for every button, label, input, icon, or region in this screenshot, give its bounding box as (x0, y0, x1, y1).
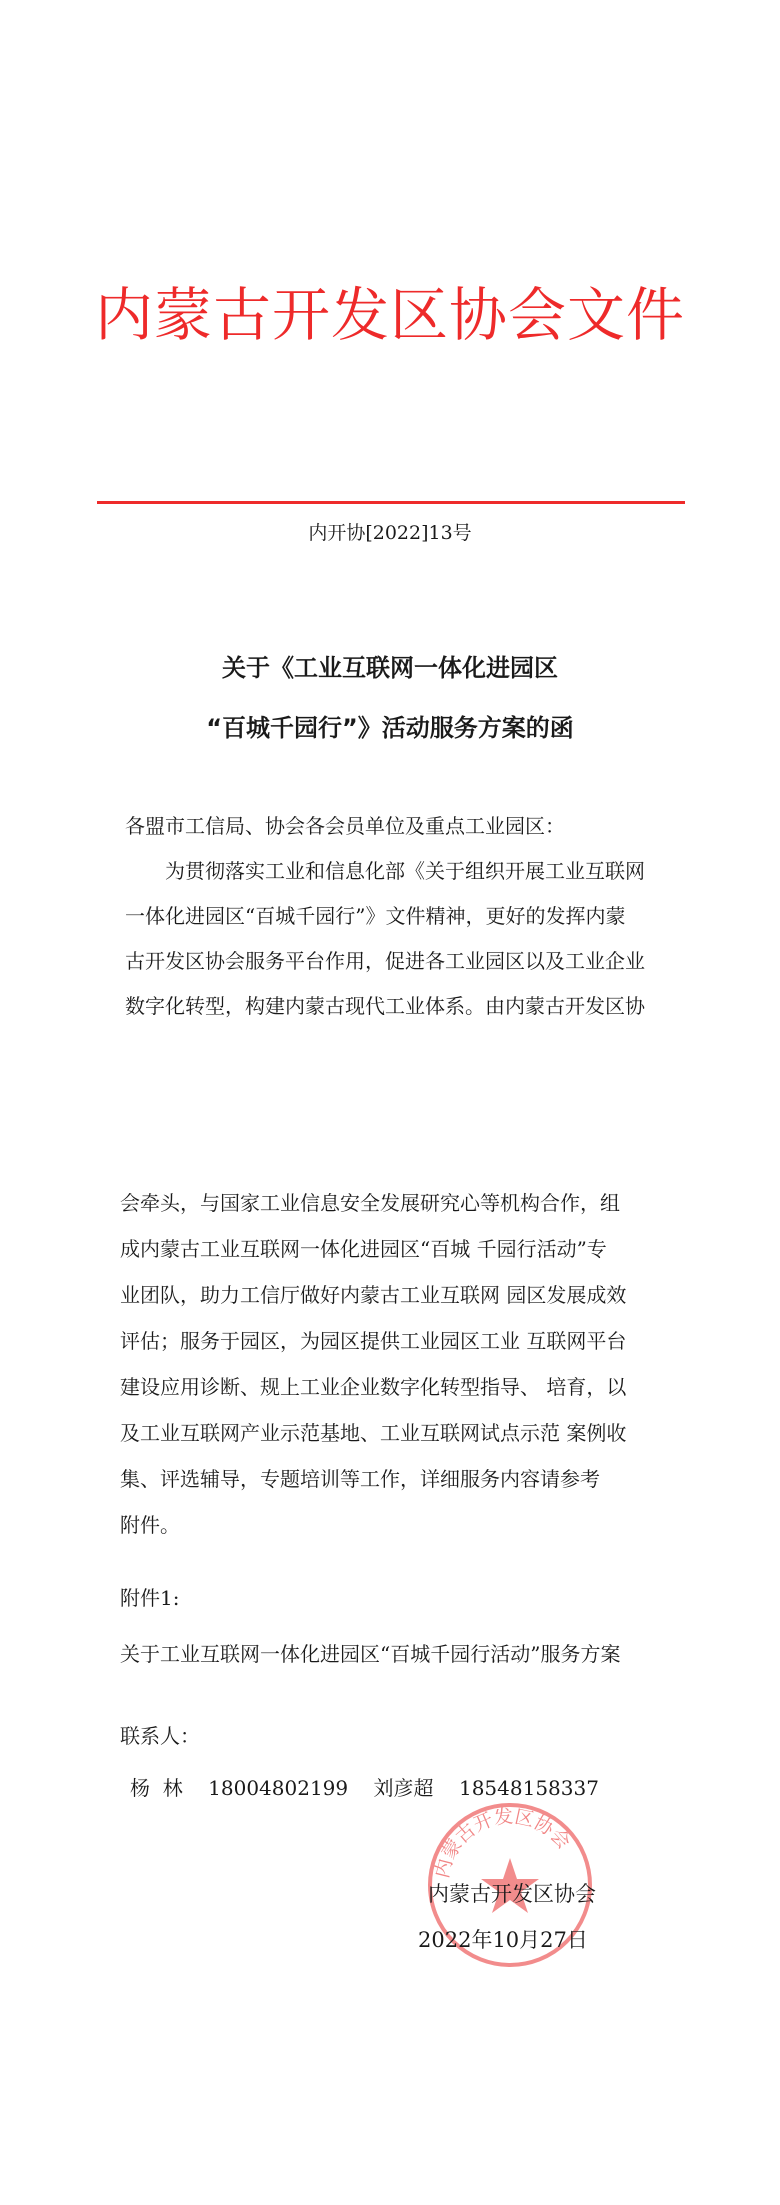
paragraph-line: 为贯彻落实工业和信息化部《关于组织开展工业互联网 (165, 859, 645, 883)
document-title-line-1: 关于《工业互联网一体化进园区 (222, 654, 558, 682)
seal-text: 内蒙古开发区协会 (431, 1805, 575, 1881)
signature-org: 内蒙古开发区协会 (428, 1882, 596, 1906)
paragraph-line: 业团队，助力工信厅做好内蒙古工业互联网 园区发展成效 (120, 1283, 627, 1307)
org-header-title: 内蒙古开发区协会文件 (94, 281, 685, 349)
paragraph-line: 及工业互联网产业示范基地、工业互联网试点示范 案例收 (120, 1421, 627, 1445)
paragraph-line: 一体化进园区“百城千园行”》文件精神，更好的发挥内蒙 (125, 904, 626, 928)
document-title-line-2: “百城千园行”》活动服务方案的函 (206, 714, 574, 742)
contacts-label: 联系人： (120, 1724, 200, 1748)
paragraph-line: 集、评选辅导，专题培训等工作，详细服务内容请参考 (120, 1467, 600, 1491)
paragraph-line: 数字化转型，构建内蒙古现代工业体系。由内蒙古开发区协 (125, 994, 645, 1018)
paragraph-line: 建设应用诊断、规上工业企业数字化转型指导、 培育，以 (120, 1375, 627, 1399)
addressee: 各盟市工信局、协会各会员单位及重点工业园区： (125, 814, 565, 838)
attachment-title: 关于工业互联网一体化进园区“百城千园行活动”服务方案 (120, 1642, 621, 1666)
red-divider-line (97, 501, 685, 504)
paragraph-line: 附件。 (120, 1513, 180, 1537)
contacts-line: 杨 林 18004802199 刘彦超 18548158337 (130, 1776, 599, 1800)
attachment-label: 附件1: (120, 1586, 180, 1610)
paragraph-line: 成内蒙古工业互联网一体化进园区“百城 千园行活动”专 (120, 1237, 607, 1261)
paragraph-line: 会牵头，与国家工业信息安全发展研究心等机构合作，组 (120, 1191, 620, 1215)
document-number: 内开协[2022]13号 (308, 522, 472, 544)
signature-date: 2022年10月27日 (418, 1928, 588, 1952)
paragraph-line: 古开发区协会服务平台作用，促进各工业园区以及工业企业 (125, 949, 645, 973)
paragraph-line: 评估；服务于园区，为园区提供工业园区工业 互联网平台 (120, 1329, 627, 1353)
